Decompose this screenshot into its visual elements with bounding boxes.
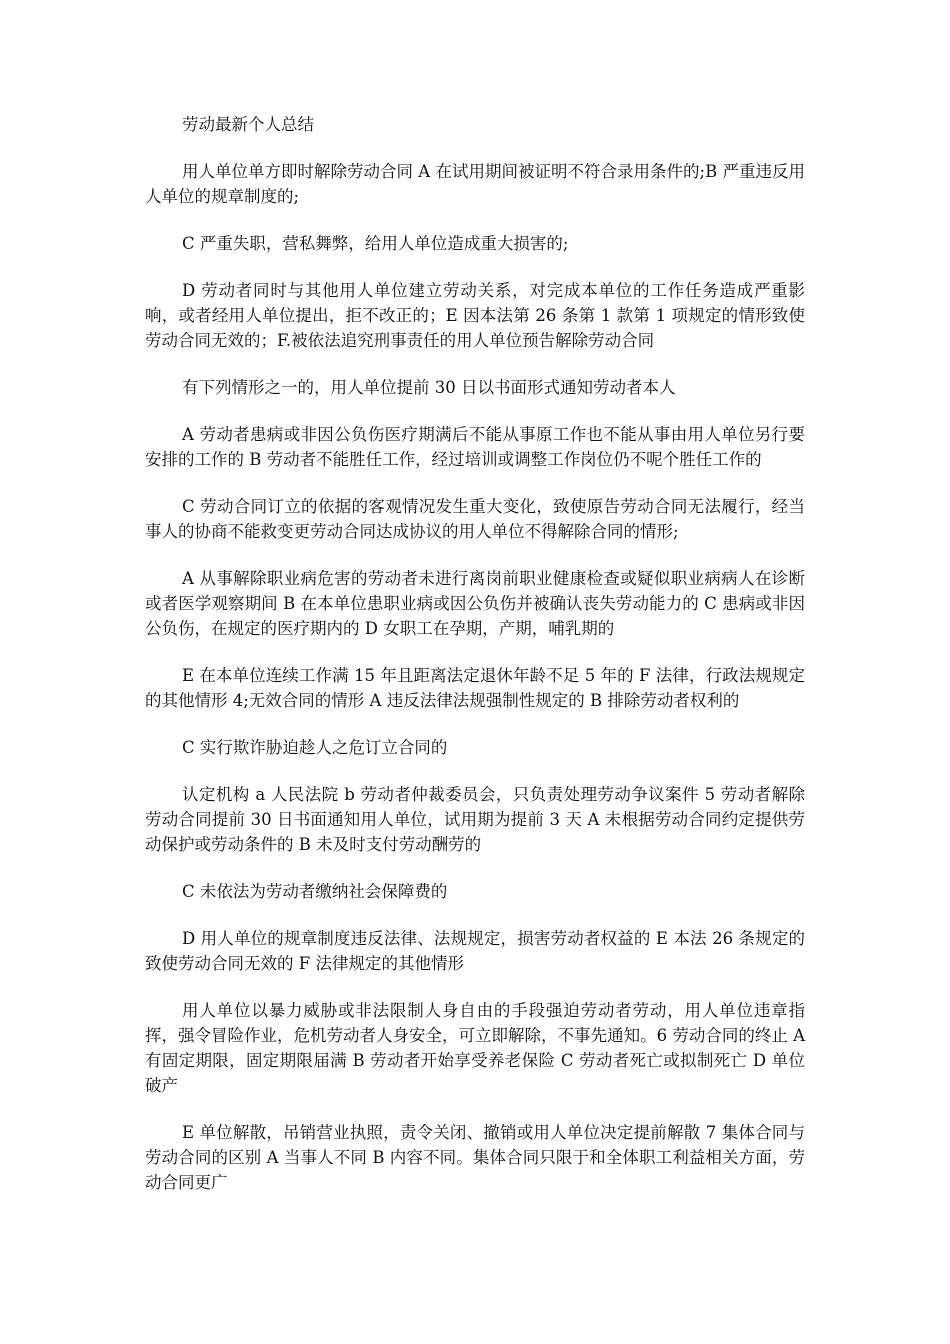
paragraph-13: 用人单位以暴力威胁或非法限制人身自由的手段强迫劳动者劳动，用人单位违章指挥，强令冒险作业，危机劳动者人身安全，可立即解除，不事先通知。6 劳动合同的终止 A 有固定期限，固定期限届满 B 劳动者开始享受养老保险 C 劳动者死亡或拟制死亡 D 单位破产 bbox=[145, 1001, 805, 1095]
paragraph-5: A 劳动者患病或非因公负伤医疗期满后不能从事原工作也不能从事由用人单位另行要安排的工作的 B 劳动者不能胜任工作，经过培训或调整工作岗位仍不呢个胜任工作的 bbox=[145, 425, 805, 469]
paragraph-4: 有下列情形之一的，用人单位提前 30 日以书面形式通知劳动者本人 bbox=[182, 378, 676, 397]
paragraph-12: D 用人单位的规章制度违反法律、法规规定，损害劳动者权益的 E 本法 26 条规定的致使劳动合同无效的 F 法律规定的其他情形 bbox=[145, 929, 805, 973]
paragraph-3: D 劳动者同时与其他用人单位建立劳动关系，对完成本单位的工作任务造成严重影响，或者经用人单位提出，拒不改正的；E 因本法第 26 条第 1 款第 1 项规定的情形致使劳动合同无效的；F.被依法追究刑事责任的用人单位预告解除劳动合同 bbox=[145, 281, 805, 350]
paragraph-11: C 未依法为劳动者缴纳社会保障费的 bbox=[182, 882, 448, 901]
paragraph-2: C 严重失职，营私舞弊，给用人单位造成重大损害的; bbox=[182, 234, 569, 253]
paragraph-8: E 在本单位连续工作满 15 年且距离法定退休年龄不足 5 年的 F 法律，行政法规规定的其他情形 4;无效合同的情形 A 违反法律法规强制性规定的 B 排除劳动者权利的 bbox=[145, 666, 805, 710]
document-page bbox=[145, 112, 805, 1217]
paragraph-6: C 劳动合同订立的依据的客观情况发生重大变化，致使原告劳动合同无法履行，经当事人的协商不能救变更劳动合同达成协议的用人单位不得解除合同的情形; bbox=[145, 497, 805, 541]
paragraph-9: C 实行欺诈胁迫趁人之危订立合同的 bbox=[182, 738, 448, 757]
paragraph-7: A 从事解除职业病危害的劳动者未进行离岗前职业健康检查或疑似职业病病人在诊断或者医学观察期间 B 在本单位患职业病或因公负伤并被确认丧失劳动能力的 C 患病或非因公负伤，在规定的医疗期内的 D 女职工在孕期，产期，哺乳期的 bbox=[145, 569, 805, 638]
paragraph-1: 用人单位单方即时解除劳动合同 A 在试用期间被证明不符合录用条件的;B 严重违反用人单位的规章制度的; bbox=[145, 162, 805, 206]
paragraph-10: 认定机构 a 人民法院 b 劳动者仲裁委员会，只负责处理劳动争议案件 5 劳动者解除劳动合同提前 30 日书面通知用人单位，试用期为提前 3 天 A 未根据劳动合同约定提供劳动保护或劳动条件的 B 未及时支付劳动酬劳的 bbox=[145, 785, 805, 854]
document-title: 劳动最新个人总结 bbox=[182, 115, 314, 134]
paragraph-14: E 单位解散，吊销营业执照，责令关闭、撤销或用人单位决定提前解散 7 集体合同与劳动合同的区别 A 当事人不同 B 内容不同。集体合同只限于和全体职工利益相关方面，劳动合同更广 bbox=[145, 1123, 805, 1192]
